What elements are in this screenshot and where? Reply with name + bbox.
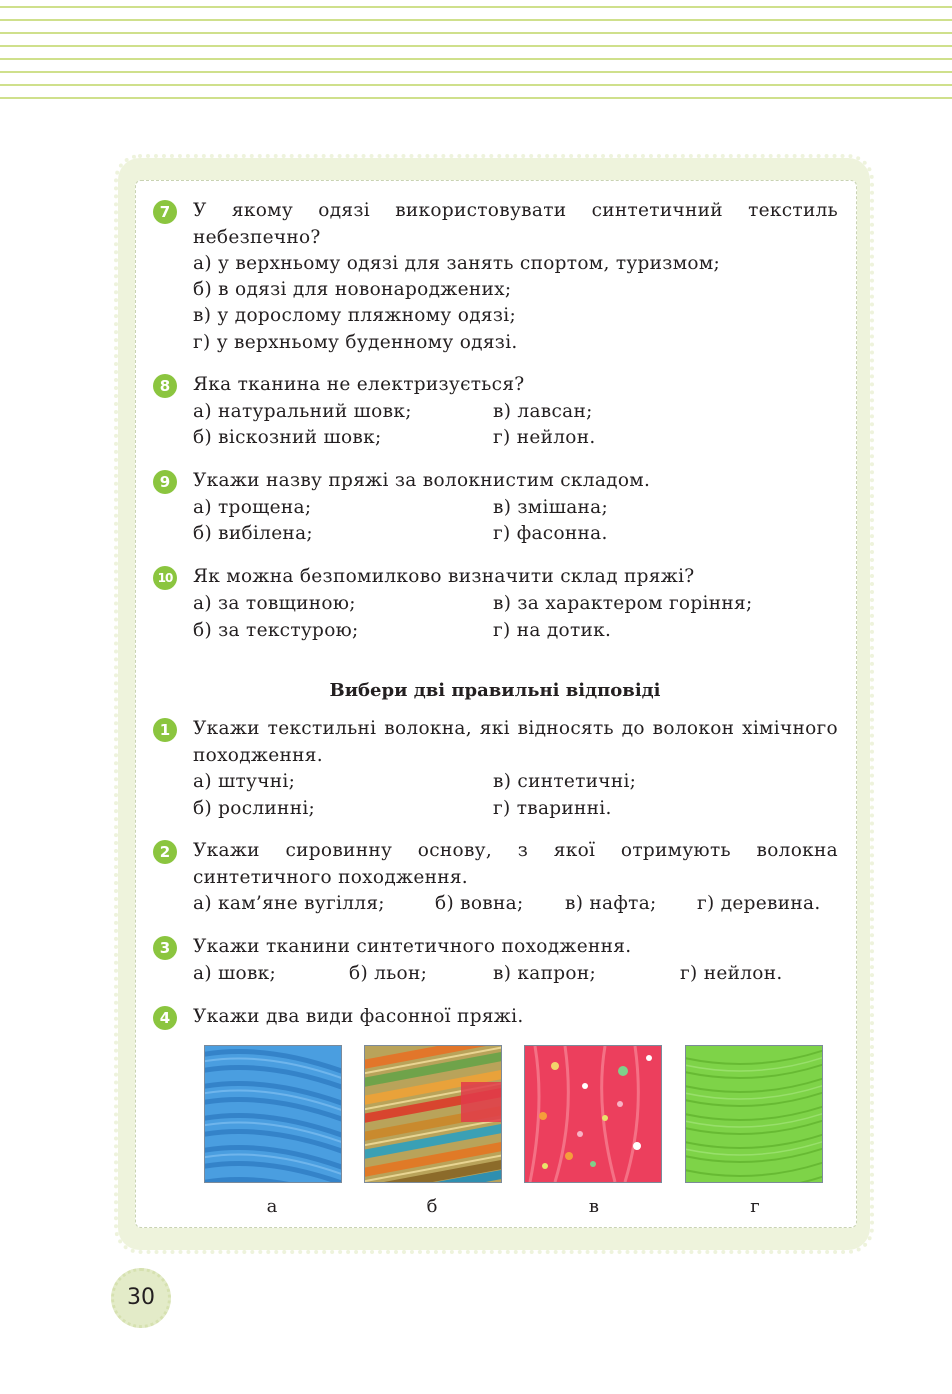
question-number-badge: 1: [153, 718, 177, 742]
answer-option[interactable]: б) рослинні;: [193, 798, 316, 819]
question-number-badge: 3: [153, 936, 177, 960]
answer-option[interactable]: в) нафта;: [565, 893, 657, 914]
answer-option[interactable]: в) змішана;: [493, 497, 609, 518]
question-number-badge: 4: [153, 1006, 177, 1030]
question-text: Укажи назву пряжі за волокнистим складом.: [193, 470, 651, 491]
answer-option[interactable]: г) тваринні.: [493, 798, 612, 819]
image-caption: в: [588, 1196, 600, 1217]
question-text: У якому одязі використовувати синтетичний текстиль небезпечно?: [193, 200, 838, 248]
question-number-badge: 10: [153, 566, 177, 590]
question-number-badge: 2: [153, 840, 177, 864]
question-text: Укажи сировинну основу, з якої отримують волокна синтетичного походження.: [193, 840, 838, 888]
answer-option[interactable]: а) кам’яне вугілля;: [193, 893, 385, 914]
answer-option[interactable]: г) фасонна.: [493, 523, 608, 544]
green-yarn-image[interactable]: [685, 1045, 823, 1183]
question-number-badge: 7: [153, 200, 177, 224]
answer-option[interactable]: б) вовна;: [435, 893, 524, 914]
question-text: Як можна безпомилково визначити склад пряжі?: [193, 566, 695, 587]
answer-option[interactable]: г) на дотик.: [493, 620, 612, 641]
header-stripes: [0, 0, 952, 104]
image-caption: б: [426, 1196, 438, 1217]
answer-option[interactable]: а) штучні;: [193, 771, 296, 792]
answer-option[interactable]: в) за характером горіння;: [493, 593, 753, 614]
question-number-badge: 9: [153, 470, 177, 494]
answer-option[interactable]: г) деревина.: [697, 893, 821, 914]
blue-yarn-image[interactable]: [204, 1045, 342, 1183]
page-number: 30: [111, 1268, 171, 1328]
answer-option[interactable]: а) натуральний шовк;: [193, 401, 412, 422]
answer-option[interactable]: б) віскозний шовк;: [193, 427, 382, 448]
image-caption: г: [750, 1196, 760, 1217]
answer-option[interactable]: б) вибілена;: [193, 523, 313, 544]
question-number-badge: 8: [153, 374, 177, 398]
answer-option[interactable]: г) нейлон.: [493, 427, 596, 448]
answer-option[interactable]: б) в одязі для новонароджених;: [193, 279, 512, 300]
question-text: Укажи два види фасонної пряжі.: [193, 1006, 524, 1027]
question-text: Укажи тканини синтетичного походження.: [193, 936, 632, 957]
pink-boucle-yarn-image[interactable]: [524, 1045, 662, 1183]
multicolor-yarn-image[interactable]: [364, 1045, 502, 1183]
section-header: Вибери дві правильні відповіді: [329, 680, 661, 701]
answer-option[interactable]: а) за товщиною;: [193, 593, 356, 614]
question-text: Укажи текстильні волокна, які відносять до волокон хімічного походження.: [193, 718, 838, 766]
answer-option[interactable]: а) шовк;: [193, 963, 277, 984]
answer-option[interactable]: в) синтетичні;: [493, 771, 637, 792]
answer-option[interactable]: в) у дорослому пляжному одязі;: [193, 305, 517, 326]
answer-option[interactable]: г) нейлон.: [680, 963, 783, 984]
answer-option[interactable]: в) лавсан;: [493, 401, 593, 422]
question-text: Яка тканина не електризується?: [193, 374, 525, 395]
answer-option[interactable]: а) у верхньому одязі для занять спортом, туризмом;: [193, 253, 721, 274]
answer-option[interactable]: б) за текстурою;: [193, 620, 359, 641]
image-caption: а: [266, 1196, 278, 1217]
answer-option[interactable]: в) капрон;: [493, 963, 596, 984]
answer-option[interactable]: б) льон;: [349, 963, 428, 984]
answer-option[interactable]: а) трощена;: [193, 497, 312, 518]
answer-option[interactable]: г) у верхньому буденному одязі.: [193, 332, 518, 353]
